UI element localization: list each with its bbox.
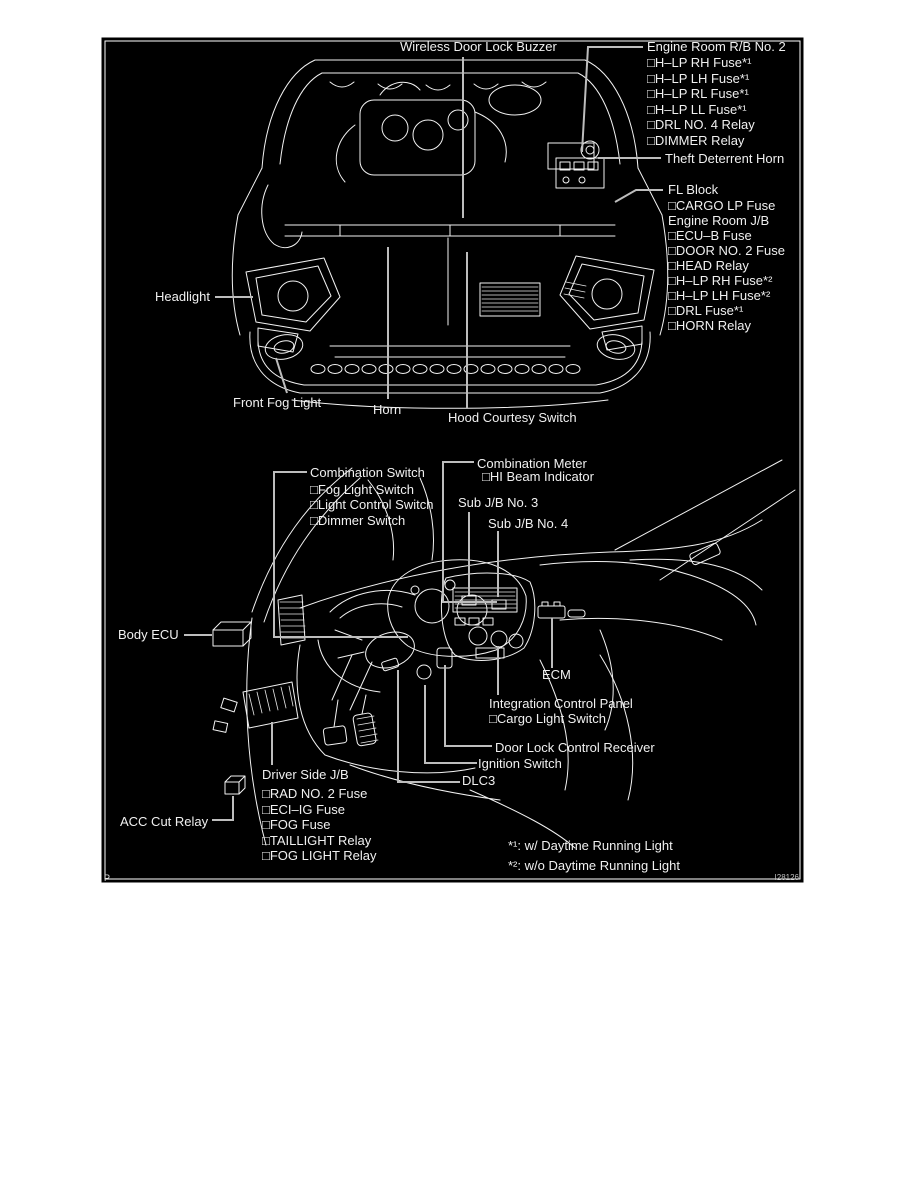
label-fl-block-item: □HORN Relay: [668, 318, 751, 333]
label-driver-side-jb-item: □FOG Fuse: [262, 817, 331, 832]
label-combination-switch-item: □Fog Light Switch: [310, 482, 414, 497]
label-combination-meter-title: Combination Meter: [477, 456, 587, 471]
label-fl-block-item: □H–LP LH Fuse*²: [668, 288, 771, 303]
label-fl-block-item: Engine Room J/B: [668, 213, 770, 228]
label-combination-switch-title: Combination Switch: [310, 465, 425, 480]
label-door-lock-control-receiver: Door Lock Control Receiver: [495, 740, 655, 755]
label-engine-room-rb-title: Engine Room R/B No. 2: [647, 39, 786, 54]
label-sub-jb-no4: Sub J/B No. 4: [488, 516, 569, 531]
label-dlc3: DLC3: [462, 773, 496, 788]
label-combination-meter-item: □HI Beam Indicator: [482, 469, 594, 484]
label-driver-side-jb-item: □RAD NO. 2 Fuse: [262, 786, 368, 801]
label-engine-room-rb-item: □DIMMER Relay: [647, 133, 745, 148]
label-fl-block-item: □CARGO LP Fuse: [668, 198, 776, 213]
label-ignition-switch: Ignition Switch: [478, 756, 562, 771]
label-ecm: ECM: [542, 667, 571, 682]
label-fl-block-item: □HEAD Relay: [668, 258, 749, 273]
label-engine-room-rb-item: □H–LP RL Fuse*¹: [647, 86, 749, 101]
label-engine-room-rb-item: □DRL NO. 4 Relay: [647, 117, 755, 132]
label-driver-side-jb-item: □ECI–IG Fuse: [262, 802, 345, 817]
label-headlight: Headlight: [155, 289, 210, 304]
label-combination-switch-item: □Light Control Switch: [310, 497, 434, 512]
label-driver-side-jb-item: □FOG LIGHT Relay: [262, 848, 377, 863]
label-wireless-door-lock-buzzer: Wireless Door Lock Buzzer: [400, 39, 557, 54]
label-acc-cut-relay: ACC Cut Relay: [120, 814, 209, 829]
page-marker: P: [104, 873, 111, 883]
label-hood-courtesy-switch: Hood Courtesy Switch: [448, 410, 577, 425]
label-engine-room-rb-item: □H–LP RH Fuse*¹: [647, 55, 752, 70]
label-theft-deterrent-horn: Theft Deterrent Horn: [665, 151, 785, 166]
footnote-1: *¹: w/ Daytime Running Light: [508, 838, 673, 853]
label-engine-room-rb-item: □H–LP LH Fuse*¹: [647, 71, 750, 86]
label-integration-control-panel-item: □Cargo Light Switch: [489, 711, 606, 726]
label-engine-room-rb-item: □H–LP LL Fuse*¹: [647, 102, 747, 117]
grille-hatch: [482, 287, 538, 311]
label-fl-block-item: □ECU–B Fuse: [668, 228, 752, 243]
label-sub-jb-no3: Sub J/B No. 3: [458, 495, 539, 510]
label-horn: Horn: [373, 402, 402, 417]
label-fl-block-item: □DOOR NO. 2 Fuse: [668, 243, 785, 258]
label-fl-block-item: □DRL Fuse*¹: [668, 303, 744, 318]
label-integration-control-panel-title: Integration Control Panel: [489, 696, 633, 711]
label-combination-switch-item: □Dimmer Switch: [310, 513, 406, 528]
label-body-ecu: Body ECU: [118, 627, 179, 642]
label-driver-side-jb-item: □TAILLIGHT Relay: [262, 833, 372, 848]
label-front-fog-light: Front Fog Light: [233, 395, 322, 410]
label-driver-side-jb-title: Driver Side J/B: [262, 767, 349, 782]
footnote-2: *²: w/o Daytime Running Light: [508, 858, 680, 873]
label-fl-block-title: FL Block: [668, 182, 719, 197]
figure-code: I28126: [774, 873, 799, 882]
label-fl-block-item: □H–LP RH Fuse*²: [668, 273, 773, 288]
